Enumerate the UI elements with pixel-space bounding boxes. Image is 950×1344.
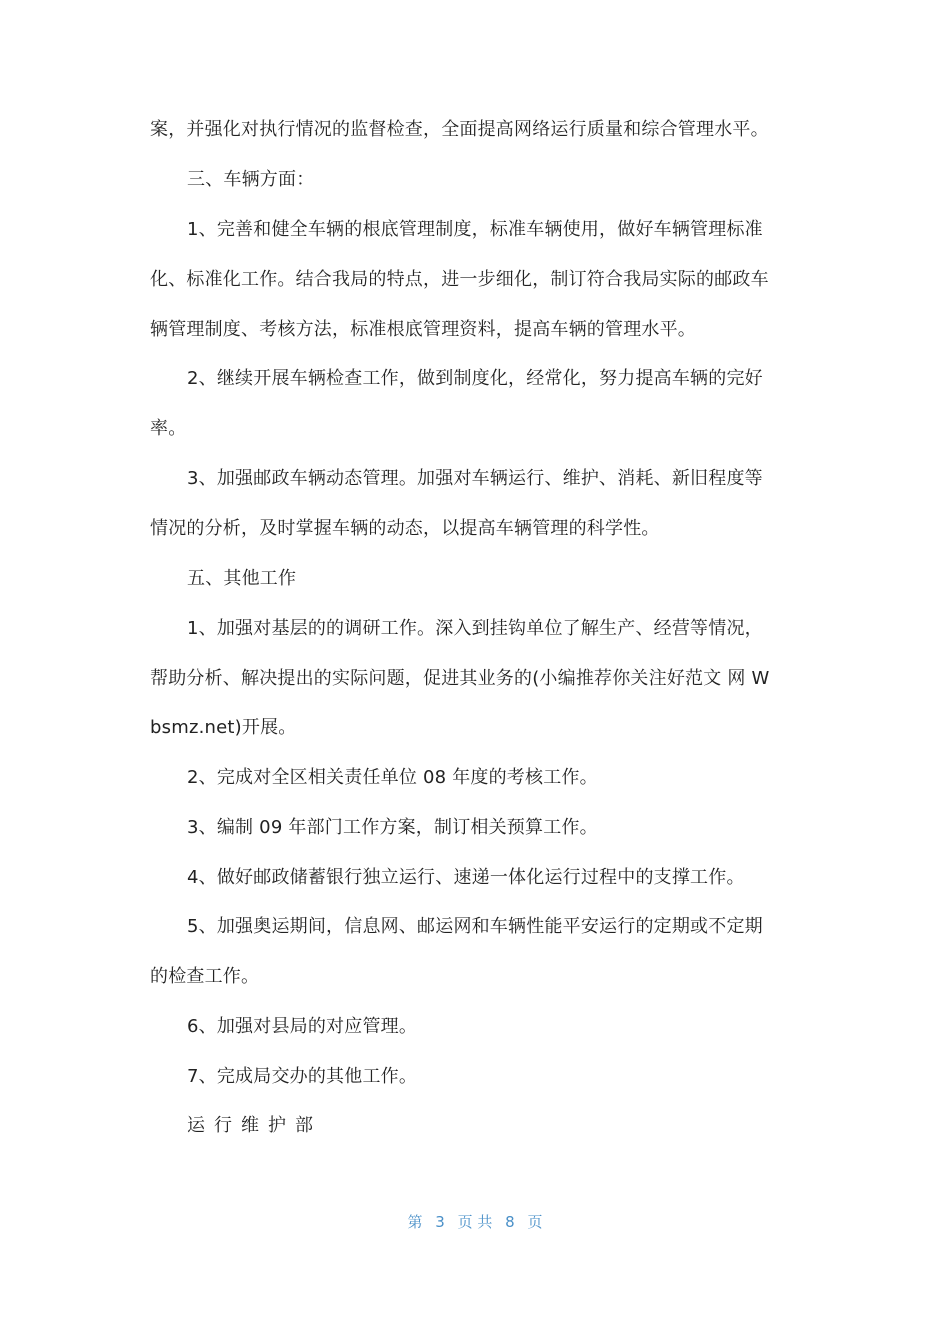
paragraph-line: 2、继续开展车辆检查工作，做到制度化，经常化，努力提高车辆的完好: [187, 368, 763, 389]
paragraph-line: 7、完成局交办的其他工作。: [187, 1066, 418, 1087]
page-label-suffix: 页: [527, 1213, 543, 1231]
paragraph-line: 4、做好邮政储蓄银行独立运行、速递一体化运行过程中的支撑工作。: [187, 867, 745, 888]
paragraph-line: 帮助分析、解决提出的实际问题，促进其业务的(小编推荐你关注好范文 网 W: [150, 668, 770, 689]
department-signature: 运行维护部: [187, 1115, 322, 1136]
paragraph-line: 辆管理制度、考核方法，标准根底管理资料，提高车辆的管理水平。: [150, 319, 696, 340]
paragraph-line: 5、加强奥运期间，信息网、邮运网和车辆性能平安运行的定期或不定期: [187, 916, 763, 937]
paragraph-line: 率。: [150, 418, 187, 439]
current-page-number: 3: [435, 1213, 445, 1231]
page-number-footer: [0, 1211, 950, 1233]
paragraph-line: bsmz.net)开展。: [150, 717, 297, 738]
paragraph-line: 1、加强对基层的的调研工作。深入到挂钩单位了解生产、经营等情况，: [187, 618, 763, 639]
paragraph-line: 3、编制 09 年部门工作方案，制订相关预算工作。: [187, 817, 598, 838]
total-pages-number: 8: [505, 1213, 515, 1231]
paragraph-line: 6、加强对县局的对应管理。: [187, 1016, 418, 1037]
paragraph-line: 2、完成对全区相关责任单位 08 年度的考核工作。: [187, 767, 598, 788]
paragraph-line: 案，并强化对执行情况的监督检查，全面提高网络运行质量和综合管理水平。: [150, 119, 769, 140]
paragraph-line: 情况的分析，及时掌握车辆的动态，以提高车辆管理的科学性。: [150, 518, 660, 539]
section-heading: 三、车辆方面：: [187, 169, 315, 190]
paragraph-line: 1、完善和健全车辆的根底管理制度，标准车辆使用，做好车辆管理标准: [187, 219, 763, 240]
section-heading: 五、其他工作: [187, 568, 297, 589]
paragraph-line: 化、标准化工作。结合我局的特点，进一步细化，制订符合我局实际的邮政车: [150, 269, 769, 290]
paragraph-line: 的检查工作。: [150, 966, 260, 987]
page-label-middle: 页 共: [457, 1213, 493, 1231]
page-label-prefix: 第: [407, 1213, 423, 1231]
paragraph-line: 3、加强邮政车辆动态管理。加强对车辆运行、维护、消耗、新旧程度等: [187, 468, 763, 489]
